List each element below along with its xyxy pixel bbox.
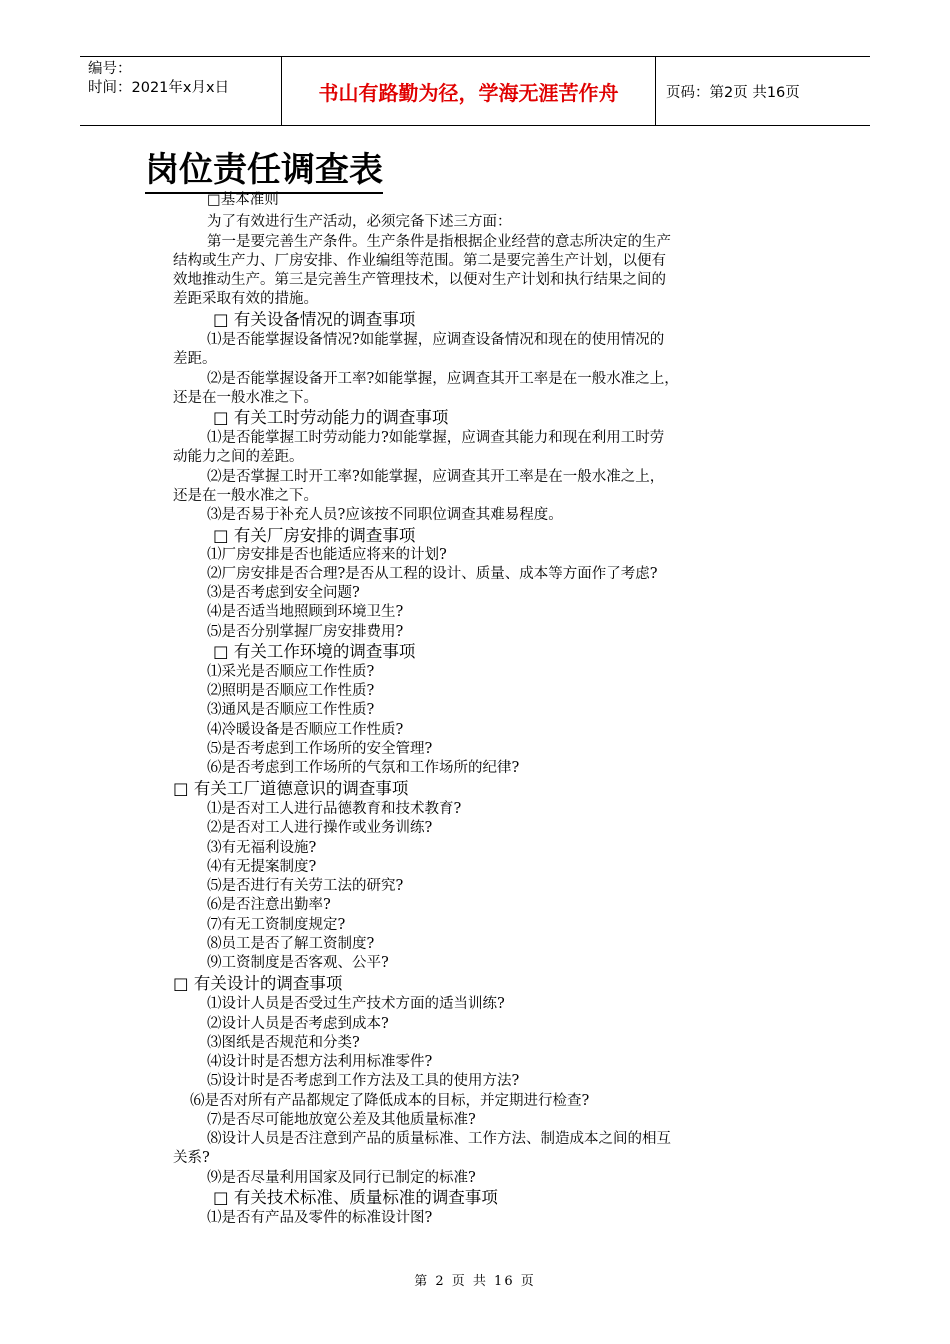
list-item: ⑶有无福利设施? [207,840,317,856]
list-item: ⑵是否掌握工时开工率?如能掌握，应调查其开工率是在一般水准之上， [207,469,665,485]
list-item: ⑷冷暖设备是否顺应工作性质? [207,722,404,738]
list-item: ⑺有无工资制度规定? [207,917,346,933]
list-item: ⑼是否尽量利用国家及同行已制定的标准? [207,1170,476,1186]
list-item: ⑹是否对所有产品都规定了降低成本的目标，并定期进行检查? [190,1093,590,1109]
section-heading: □ 有关工厂道德意识的调查事项 [173,779,409,798]
section-heading: □ 有关厂房安排的调查事项 [213,526,416,545]
section-heading: □ 有关工作环境的调查事项 [213,642,416,661]
paragraph-line: 第一是要完善生产条件。生产条件是指根据企业经营的意志所决定的生产 [207,234,671,250]
section-heading: □基本准则 [207,192,279,208]
list-item: ⑵是否对工人进行操作或业务训练? [207,820,433,836]
section-heading: □ 有关工时劳动能力的调查事项 [213,408,449,427]
list-item: ⑴是否能掌握设备情况?如能掌握，应调查设备情况和现在的使用情况的 [207,332,665,348]
list-item: 差距。 [173,351,217,367]
page-footer: 第 2 页 共 16 页 [414,1274,536,1289]
header-page-info: 页码：第2页 共16页 [666,84,800,101]
list-item: ⑷有无提案制度? [207,859,317,875]
list-item: ⑴是否能掌握工时劳动能力?如能掌握，应调查其能力和现在利用工时劳 [207,430,665,446]
list-item: ⑹是否注意出勤率? [207,897,331,913]
page-header [80,56,870,126]
list-item: 动能力之间的差距。 [173,449,304,465]
document-number-label: 编号： [88,61,132,77]
list-item: ⑶通风是否顺应工作性质? [207,702,375,718]
list-item: ⑵厂房安排是否合理?是否从工程的设计、质量、成本等方面作了考虑? [207,566,658,582]
list-item: ⑴采光是否顺应工作性质? [207,664,375,680]
list-item: ⑺是否尽可能地放宽公差及其他质量标准? [207,1112,476,1128]
document-time-label: 时间：2021年x月x日 [88,80,230,96]
section-heading: □ 有关技术标准、质量标准的调查事项 [213,1188,498,1207]
list-item: 还是在一般水准之下。 [173,488,318,504]
list-item: ⑷是否适当地照顾到环境卫生? [207,604,404,620]
list-item: ⑵照明是否顺应工作性质? [207,683,375,699]
list-item: ⑶是否考虑到安全问题? [207,585,360,601]
list-item: ⑸是否分别掌握厂房安排费用? [207,624,404,640]
list-item: ⑶是否易于补充人员?应该按不同职位调查其难易程度。 [207,507,563,523]
document-title: 岗位责任调查表 [145,148,383,194]
list-item: ⑶图纸是否规范和分类? [207,1035,360,1051]
list-item: 关系? [173,1150,210,1166]
list-item: ⑴是否有产品及零件的标准设计图? [207,1210,433,1226]
paragraph-line: 结构或生产力、厂房安排、作业编组等范围。第二是要完善生产计划，以便有 [173,253,666,269]
list-item: ⑸设计时是否考虑到工作方法及工具的使用方法? [207,1073,520,1089]
list-item: ⑵是否能掌握设备开工率?如能掌握，应调查其开工率是在一般水准之上， [207,371,679,387]
list-item: ⑸是否考虑到工作场所的安全管理? [207,741,433,757]
list-item: ⑴厂房安排是否也能适应将来的计划? [207,547,447,563]
section-heading: □ 有关设计的调查事项 [173,974,343,993]
list-item: ⑹是否考虑到工作场所的气氛和工作场所的纪律? [207,760,520,776]
paragraph-line: 差距采取有效的措施。 [173,291,318,307]
paragraph-line: 效地推动生产。第三是完善生产管理技术，以便对生产计划和执行结果之间的 [173,272,666,288]
list-item: ⑼工资制度是否客观、公平? [207,955,389,971]
paragraph-line: 为了有效进行生产活动，必须完备下述三方面： [207,214,512,230]
list-item: 还是在一般水准之下。 [173,390,318,406]
list-item: ⑸是否进行有关劳工法的研究? [207,878,404,894]
list-item: ⑷设计时是否想方法利用标准零件? [207,1054,433,1070]
list-item: ⑵设计人员是否考虑到成本? [207,1016,389,1032]
list-item: ⑴设计人员是否受过生产技术方面的适当训练? [207,996,505,1012]
list-item: ⑴是否对工人进行品德教育和技术教育? [207,801,462,817]
section-heading: □ 有关设备情况的调查事项 [213,310,416,329]
list-item: ⑻设计人员是否注意到产品的质量标准、工作方法、制造成本之间的相互 [207,1131,671,1147]
list-item: ⑻员工是否了解工资制度? [207,936,375,952]
header-meta [80,57,282,125]
header-motto: 书山有路勤为径，学海无涯苦作舟 [282,57,656,125]
